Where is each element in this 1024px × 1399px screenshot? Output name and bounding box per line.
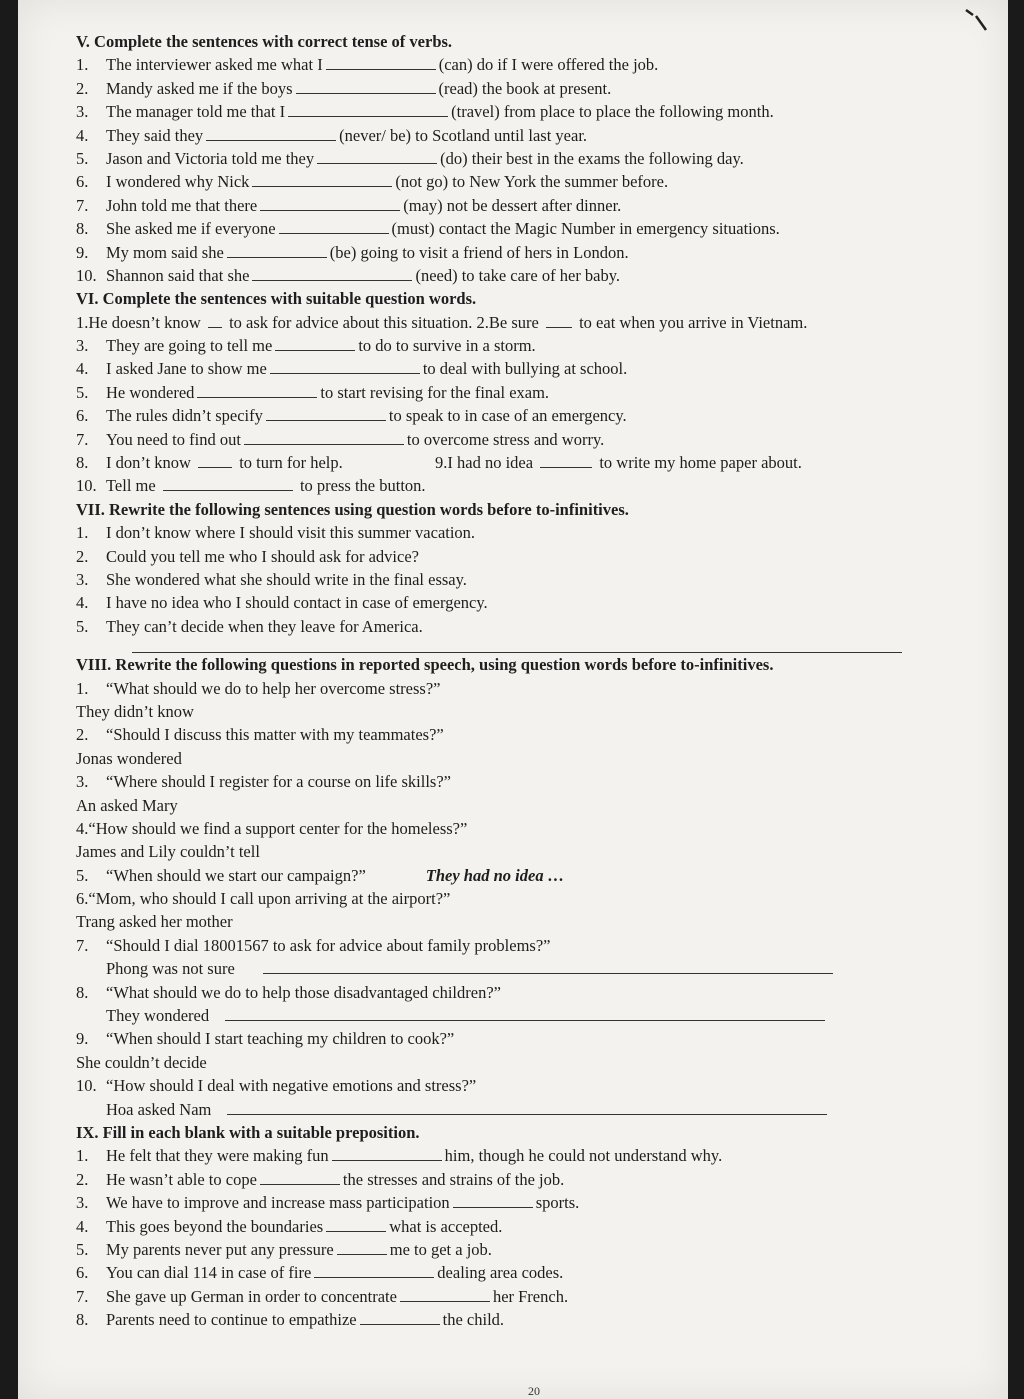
- report-lead-5: They had no idea …: [425, 865, 565, 885]
- item-number: 5.: [76, 1239, 89, 1259]
- item-hint: sports.: [535, 1193, 580, 1213]
- answer-blank[interactable]: [540, 453, 592, 468]
- answer-blank[interactable]: [453, 1193, 533, 1208]
- item-hint: the stresses and strains of the job.: [342, 1169, 565, 1189]
- report-lead-2: Jonas wondered: [76, 748, 182, 768]
- item-number: 2.: [76, 546, 89, 566]
- item-number: 9.: [76, 242, 89, 262]
- answer-blank[interactable]: [279, 219, 389, 234]
- section-v-item: [76, 241, 976, 264]
- report-lead-6: Trang asked her mother: [76, 912, 233, 932]
- item-hint: (do) their best in the exams the following day.: [440, 148, 744, 168]
- answer-blank[interactable]: [163, 476, 293, 491]
- item-hint: (may) not be dessert after dinner.: [403, 195, 622, 215]
- section-vi-item-1-2: 1.He doesn’t know to ask for advice about this situation. 2.Be sure to eat when you arrive in Vietnam.: [76, 312, 808, 332]
- item-text: He felt that they were making fun: [106, 1146, 329, 1166]
- question-6: 6.“Mom, who should I call upon arriving at the airport?”: [76, 889, 451, 909]
- answer-blank[interactable]: [326, 55, 436, 70]
- item-text: We have to improve and increase mass participation: [106, 1193, 450, 1213]
- section-viii-title: VIII. Rewrite the following questions in reported speech, using question words before to-infinitives.: [76, 655, 774, 675]
- report-lead-8: They wondered: [106, 1006, 210, 1026]
- item-text: The interviewer asked me what I: [106, 55, 323, 75]
- item-number: 1.: [76, 55, 89, 75]
- item-hint: (be) going to visit a friend of hers in London.: [329, 242, 629, 262]
- item-hint: to speak to in case of an emergency.: [388, 406, 627, 426]
- item-number: 7.: [76, 429, 89, 449]
- item-number: 5.: [76, 382, 89, 402]
- item-hint: me to get a job.: [389, 1239, 492, 1259]
- item-text: She asked me if everyone: [106, 219, 276, 239]
- item-text: Jason and Victoria told me they: [106, 148, 315, 168]
- item-hint: what is accepted.: [389, 1216, 503, 1236]
- item-number: 4.: [76, 125, 89, 145]
- item-text: The rules didn’t specify: [106, 406, 263, 426]
- section-v-item: [76, 217, 976, 240]
- section-v-item: [76, 53, 976, 76]
- section-vi-item: [76, 357, 976, 380]
- item-text: My parents never put any pressure: [106, 1239, 334, 1259]
- report-lead-3: An asked Mary: [76, 795, 178, 815]
- item-text: Mandy asked me if the boys: [106, 78, 293, 98]
- question-10: “How should I deal with negative emotions and stress?”: [106, 1076, 477, 1096]
- answer-line[interactable]: [227, 1102, 827, 1115]
- report-lead-7: Phong was not sure: [106, 959, 235, 979]
- item-text: The manager told me that I: [106, 102, 286, 122]
- section-v-item: [76, 100, 976, 123]
- section-v-item: [76, 77, 976, 100]
- answer-blank[interactable]: [275, 336, 355, 351]
- item-text: I asked Jane to show me: [106, 359, 267, 379]
- section-vi-item: [76, 381, 976, 404]
- item-number: 1.: [76, 523, 89, 543]
- section-vii-item: [76, 568, 976, 591]
- item-text: You can dial 114 in case of fire: [106, 1263, 312, 1283]
- item-hint: the child.: [442, 1310, 505, 1330]
- answer-blank[interactable]: [296, 79, 436, 94]
- section-vi-item-8-9: 8. I don’t know to turn for help. 9.I had no idea to write my home paper about.: [76, 453, 802, 473]
- item-number: 6.: [76, 172, 89, 192]
- answer-line[interactable]: [263, 961, 833, 974]
- question-7: “Should I dial 18001567 to ask for advice about family problems?”: [106, 935, 551, 955]
- page-number: 20: [528, 1384, 540, 1398]
- report-lead-4: James and Lily couldn’t tell: [76, 842, 260, 862]
- answer-blank[interactable]: [260, 1170, 340, 1185]
- item-text: He wondered: [106, 382, 195, 402]
- item-text: I don’t know where I should visit this summer vacation.: [106, 523, 476, 543]
- question-4: 4.“How should we find a support center for the homeless?”: [76, 818, 468, 838]
- answer-line[interactable]: [225, 1008, 825, 1021]
- item-number: 2.: [76, 78, 89, 98]
- question-3: “Where should I register for a course on life skills?”: [106, 772, 451, 792]
- item-hint: (read) the book at present.: [438, 78, 612, 98]
- item-text: John told me that there: [106, 195, 258, 215]
- item-number: 3.: [76, 1193, 89, 1213]
- question-9: “When should I start teaching my children to cook?”: [106, 1029, 455, 1049]
- section-ix-item: [76, 1168, 976, 1191]
- section-v-item: [76, 147, 976, 170]
- section-ix-list: [76, 1144, 976, 1331]
- item-text: She wondered what she should write in the final essay.: [106, 569, 467, 589]
- item-number: 7.: [76, 195, 89, 215]
- section-vii-item: [76, 521, 976, 544]
- item-text: You need to find out: [106, 429, 241, 449]
- item-number: 3.: [76, 569, 89, 589]
- section-vi-item: [76, 334, 976, 357]
- answer-blank[interactable]: [198, 453, 232, 468]
- item-text: Parents need to continue to empathize: [106, 1310, 357, 1330]
- question-5: “When should we start our campaign?”: [106, 865, 366, 885]
- question-2: “Should I discuss this matter with my teammates?”: [106, 725, 444, 745]
- item-hint: (travel) from place to place the following month.: [451, 102, 774, 122]
- item-hint: dealing area codes.: [437, 1263, 564, 1283]
- item-text: He wasn’t able to cope: [106, 1169, 257, 1189]
- section-vi-item: [76, 428, 976, 451]
- item-number: 5.: [76, 148, 89, 168]
- item-hint: (must) contact the Magic Number in emergency situations.: [391, 219, 780, 239]
- section-vii-list: [76, 521, 976, 638]
- section-ix-item: [76, 1308, 976, 1331]
- section-ix-title: IX. Fill in each blank with a suitable preposition.: [76, 1122, 420, 1142]
- answer-blank[interactable]: [252, 266, 412, 281]
- pen-mark-icon: [964, 6, 988, 32]
- item-text: They said they: [106, 125, 204, 145]
- answer-blank[interactable]: [206, 126, 336, 141]
- answer-blank[interactable]: [244, 430, 404, 445]
- question-8: “What should we do to help those disadvantaged children?”: [106, 982, 501, 1002]
- answer-blank[interactable]: [400, 1287, 490, 1302]
- item-hint: (can) do if I were offered the job.: [438, 55, 659, 75]
- section-vi-list: [76, 334, 976, 451]
- item-number: 1.: [76, 1146, 89, 1166]
- answer-blank[interactable]: [337, 1240, 387, 1255]
- section-v-item: [76, 124, 976, 147]
- item-number: 8.: [76, 219, 89, 239]
- answer-blank[interactable]: [317, 149, 437, 164]
- answer-blank[interactable]: [197, 383, 317, 398]
- section-v-item: [76, 194, 976, 217]
- item-hint: to start revising for the final exam.: [320, 382, 550, 402]
- item-text: She gave up German in order to concentrate: [106, 1286, 397, 1306]
- answer-blank[interactable]: [252, 172, 392, 187]
- answer-blank[interactable]: [326, 1217, 386, 1232]
- item-number: 6.: [76, 1263, 89, 1283]
- report-lead-1: They didn’t know: [76, 701, 194, 721]
- section-vi-title: VI. Complete the sentences with suitable question words.: [76, 289, 477, 309]
- section-vii-item: [76, 545, 976, 568]
- item-text: They can’t decide when they leave for America.: [106, 616, 423, 636]
- section-ix-item: [76, 1215, 976, 1238]
- item-number: 7.: [76, 1286, 89, 1306]
- item-hint: to do to survive in a storm.: [358, 336, 536, 356]
- section-ix-item: [76, 1191, 976, 1214]
- item-number: 4.: [76, 593, 89, 613]
- answer-blank[interactable]: [288, 102, 448, 117]
- report-lead-10: Hoa asked Nam: [106, 1099, 212, 1119]
- answer-blank[interactable]: [332, 1146, 442, 1161]
- answer-blank[interactable]: [208, 313, 222, 328]
- item-number: 3.: [76, 336, 89, 356]
- item-text: They are going to tell me: [106, 336, 273, 356]
- report-lead-9: She couldn’t decide: [76, 1052, 207, 1072]
- answer-blank[interactable]: [360, 1310, 440, 1325]
- item-hint: (need) to take care of her baby.: [415, 265, 621, 285]
- item-hint: (never/ be) to Scotland until last year.: [339, 125, 588, 145]
- section-vi-item-10: 10. Tell me to press the button.: [76, 476, 426, 496]
- item-hint: him, though he could not understand why.: [444, 1146, 723, 1166]
- section-v-list: [76, 53, 976, 287]
- answer-blank[interactable]: [227, 243, 327, 258]
- item-hint: (not go) to New York the summer before.: [395, 172, 669, 192]
- item-hint: to overcome stress and worry.: [406, 429, 605, 449]
- section-v-title: V. Complete the sentences with correct tense of verbs.: [76, 32, 453, 51]
- item-text: My mom said she: [106, 242, 224, 262]
- section-v-item: [76, 170, 976, 193]
- answer-blank[interactable]: [270, 359, 420, 374]
- item-text: Shannon said that she: [106, 265, 250, 285]
- item-number: 3.: [76, 102, 89, 122]
- section-vii-title: VII. Rewrite the following sentences using question words before to-infinitives.: [76, 499, 629, 519]
- item-number: 4.: [76, 359, 89, 379]
- item-text: This goes beyond the boundaries: [106, 1216, 324, 1236]
- section-vii-item: [76, 591, 976, 614]
- question-1: “What should we do to help her overcome stress?”: [106, 678, 441, 698]
- section-ix-item: [76, 1285, 976, 1308]
- section-v-item: [76, 264, 976, 287]
- item-text: I have no idea who I should contact in case of emergency.: [106, 593, 488, 613]
- answer-blank[interactable]: [260, 196, 400, 211]
- answer-blank[interactable]: [314, 1263, 434, 1278]
- item-text: I wondered why Nick: [106, 172, 250, 192]
- item-number: 6.: [76, 406, 89, 426]
- worksheet-page: [18, 0, 1008, 1399]
- section-ix-item: [76, 1261, 976, 1284]
- item-number: 5.: [76, 616, 89, 636]
- section-ix-item: [76, 1144, 976, 1167]
- item-number: 4.: [76, 1216, 89, 1236]
- item-text: Could you tell me who I should ask for advice?: [106, 546, 419, 566]
- item-number: 10.: [76, 265, 97, 285]
- item-hint: her French.: [492, 1286, 569, 1306]
- item-hint: to deal with bullying at school.: [422, 359, 628, 379]
- item-number: 2.: [76, 1169, 89, 1189]
- answer-blank[interactable]: [546, 313, 572, 328]
- answer-blank[interactable]: [266, 406, 386, 421]
- item-number: 8.: [76, 1310, 89, 1330]
- section-ix-item: [76, 1238, 976, 1261]
- section-vii-item: [76, 615, 976, 638]
- section-vi-item: [76, 404, 976, 427]
- worksheet-content: V. Complete the sentences with correct tense of verbs. 1. The interviewer asked me what I (can) do if I were offered the job. 2. Mandy asked me if the boys (read) the book at present. 3. The manager told me that I (travel) from place to place the following month. 4. They said they (never/ be) to Scotland until last year. 5. Jason and Victoria told me they (do) their best in the exams the following day. 6. I wondered why Nick (not go) to New York the summer before. 7. John told me that there (may) not be dessert after dinner. 8. She asked me if everyone (must) contact the Magic Number in emergency situations. 9. My mom said she (be) going to visit a friend of hers in London. 10. Shannon said that she (need) to take care of her baby. VI. Complete the sentences with suitable question words. 1.He doesn’t know to ask for advice about this situation. 2.Be sure to eat when you arrive in Vietnam. 3. They are going to tell me to do to survive in a storm. 4. I asked Jane to show me to deal with bullying at school. 5. He wondered to start revising for the final exam. 6. The rules didn’t specify to speak to in case of an emergency. 7. You need to find out to overcome stress and worry. 8. I don’t know to turn for help. 9.I had no idea to write my home paper about. 10. Tell me to press the button. VII. Rewrite the following sentences using question words before to-infinitives. 1. I don’t know where I should visit this summer vacation. 2. Could you tell me who I should ask for advice? 3. She wondered what she should write in the final essay. 4. I have no idea who I should contact in case of emergency. 5. They can’t decide when they leave for America. VIII. Rewrite the following questions in reported speech, using question words before to-infinitives. 1. “What should we do to help her overcome stress?” They didn’t know 2. “Should I discuss this matter with my teammates?” Jonas wondered 3. “Where should I register for a course on life skills?” An asked Mary 4.“How should we find a support center for the homeless?” James and Lily couldn’t tell 5. “When should we start our campaign?” They had no idea … 6.“Mom, who should I call upon arriving at the airport?” Trang asked her mother 7. “Should I dial 18001567 to ask for advice about family problems?” Phong was not sure 8. “What should we do to help those disadvantaged children?” They wondered 9. “When should I start teaching my children to cook?” She couldn’t decide 10. “How should I deal with negative emotions and stress?” Hoa asked Nam IX. Fill in each blank with a suitable preposition. 1. He felt that they were making fun him, though he could not understand why. 2. He wasn’t able to cope the stresses and strains of the job. 3. We have to improve and increase mass participation sports. 4. This goes beyond the boundaries what is accepted. 5. My parents never put any pressure me to get a job. 6. You can dial 114 in case of fire dealing area codes. 7. She gave up German in order to concentrate her French. 8. Parents need to continue to empathize the child.: [76, 30, 976, 1331]
